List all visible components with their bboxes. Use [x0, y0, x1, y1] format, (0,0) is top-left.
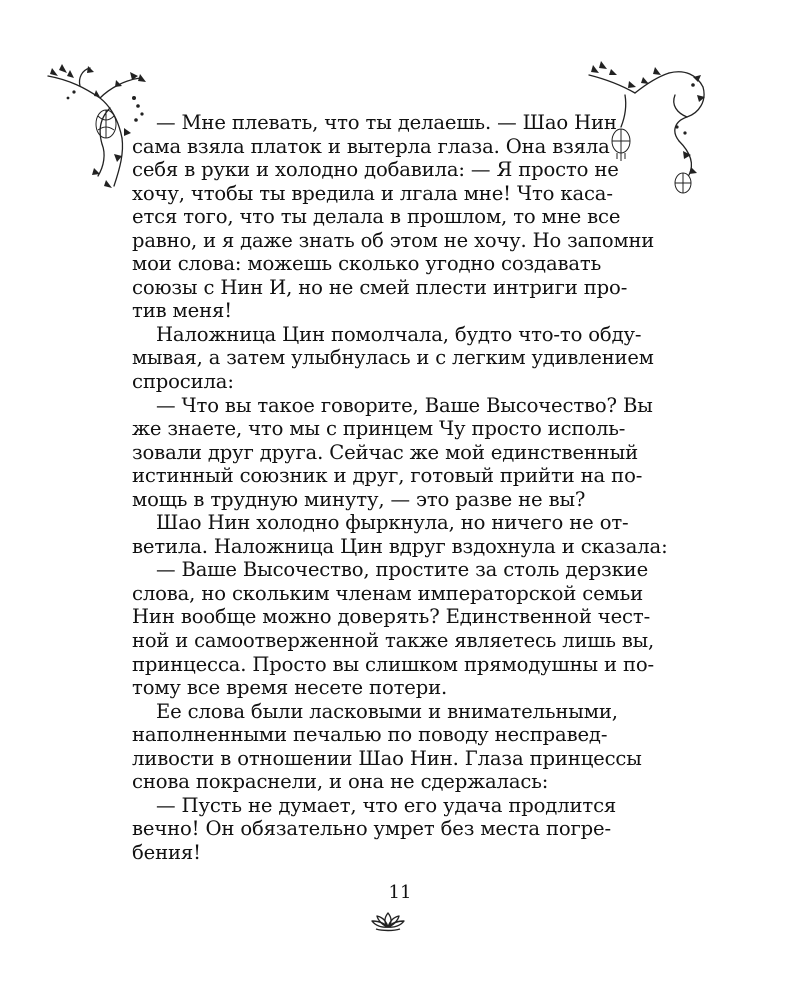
text-line-content: ливости в отношении Шао Нин. Глаза принцессы — [132, 746, 642, 770]
text-line-content: слова, но скольким членам императорской семьи — [132, 581, 644, 605]
text-line-content: спросила: — [132, 370, 234, 394]
text-line-content: — Мне плевать, что ты делаешь. — Шао Нин — [156, 111, 617, 134]
text-line-content: же знаете, что мы с принцем Чу просто исполь- — [132, 417, 626, 441]
text-line — [132, 700, 654, 724]
lotus-ornament-icon — [370, 910, 406, 932]
text-line-content: — Ваше Высочество, простите за столь дерзкие — [156, 558, 649, 582]
text-line-content: тому все время несете потери. — [132, 676, 448, 700]
text-line — [132, 817, 654, 841]
text-line — [132, 205, 654, 229]
text-line-content: Наложница Цин помолчала, будто что-то обду- — [156, 322, 642, 346]
text-line-content: равно, и я даже знать об этом не хочу. Но запомни — [132, 228, 655, 252]
text-line-content: принцесса. Просто вы слишком прямодушны и по- — [132, 652, 655, 676]
page-number: 11 — [388, 882, 412, 903]
text-line-content: вечно! Он обязательно умрет без места погре- — [132, 817, 611, 841]
text-line-content: Нин вообще можно доверять? Единственной чест- — [132, 605, 651, 629]
text-line-content: — Пусть не думает, что его удача продлится — [156, 793, 617, 817]
text-line-content: хочу, чтобы ты вредила и лгала мне! Что каса- — [132, 181, 613, 205]
text-line-content: мывая, а затем улыбнулась и с легким удивлением — [132, 346, 654, 370]
text-line — [132, 276, 654, 300]
text-line-content: снова покраснели, и она не сдержалась: — [132, 770, 549, 794]
text-line-content: тив меня! — [132, 299, 232, 323]
text-line — [132, 370, 654, 394]
text-line-content: мои слова: можешь сколько угодно создавать — [132, 252, 602, 276]
text-line — [132, 676, 654, 700]
text-line — [132, 394, 654, 418]
text-line-content: себя в руки и холодно добавила: — Я просто не — [132, 158, 619, 182]
text-line — [132, 229, 654, 253]
text-line — [132, 158, 654, 182]
text-line-content: истинный союзник и друг, готовый прийти на по- — [132, 464, 643, 488]
text-line — [132, 770, 654, 794]
text-line-content: ется того, что ты делала в прошлом, то мне все — [132, 205, 621, 229]
text-line — [132, 111, 654, 135]
text-line — [132, 794, 654, 818]
text-line-content: Шао Нин холодно фыркнула, но ничего не от- — [156, 511, 629, 535]
text-line — [132, 841, 654, 865]
text-line-content: мощь в трудную минуту, — это разве не вы? — [132, 487, 586, 511]
text-line — [132, 182, 654, 206]
text-line-content: наполненными печалью по поводу несправед- — [132, 723, 608, 747]
text-line — [132, 534, 668, 559]
text-line-content: ветила. Наложница Цин вдруг вздохнула и сказала: — [132, 534, 668, 558]
text-line — [132, 323, 654, 347]
text-line — [132, 488, 654, 512]
text-line — [132, 464, 654, 488]
text-line-content: Ее слова были ласковыми и внимательными, — [156, 699, 618, 723]
text-line-content: ной и самоотверженной также являетесь лишь вы, — [132, 629, 655, 653]
text-line — [132, 299, 654, 323]
text-line — [132, 135, 654, 159]
text-line-content: бения! — [132, 840, 201, 864]
text-line — [132, 252, 654, 276]
text-line — [132, 558, 654, 582]
text-line-content: — Что вы такое говорите, Ваше Высочество? Вы — [156, 393, 653, 417]
text-line — [132, 346, 654, 370]
text-line — [132, 441, 654, 465]
text-line — [132, 417, 654, 441]
body-text — [132, 111, 668, 865]
text-line — [132, 653, 654, 677]
text-line-content: союзы с Нин И, но не смей плести интриги про- — [132, 275, 628, 299]
text-line — [132, 723, 654, 747]
text-line — [132, 629, 654, 653]
text-line — [132, 605, 654, 629]
text-line-content: сама взяла платок и вытерла глаза. Она взяла — [132, 134, 610, 158]
text-line — [132, 747, 654, 771]
text-line — [132, 582, 654, 606]
text-line-content: зовали друг друга. Сейчас же мой единственный — [132, 440, 638, 464]
text-line — [132, 511, 654, 535]
